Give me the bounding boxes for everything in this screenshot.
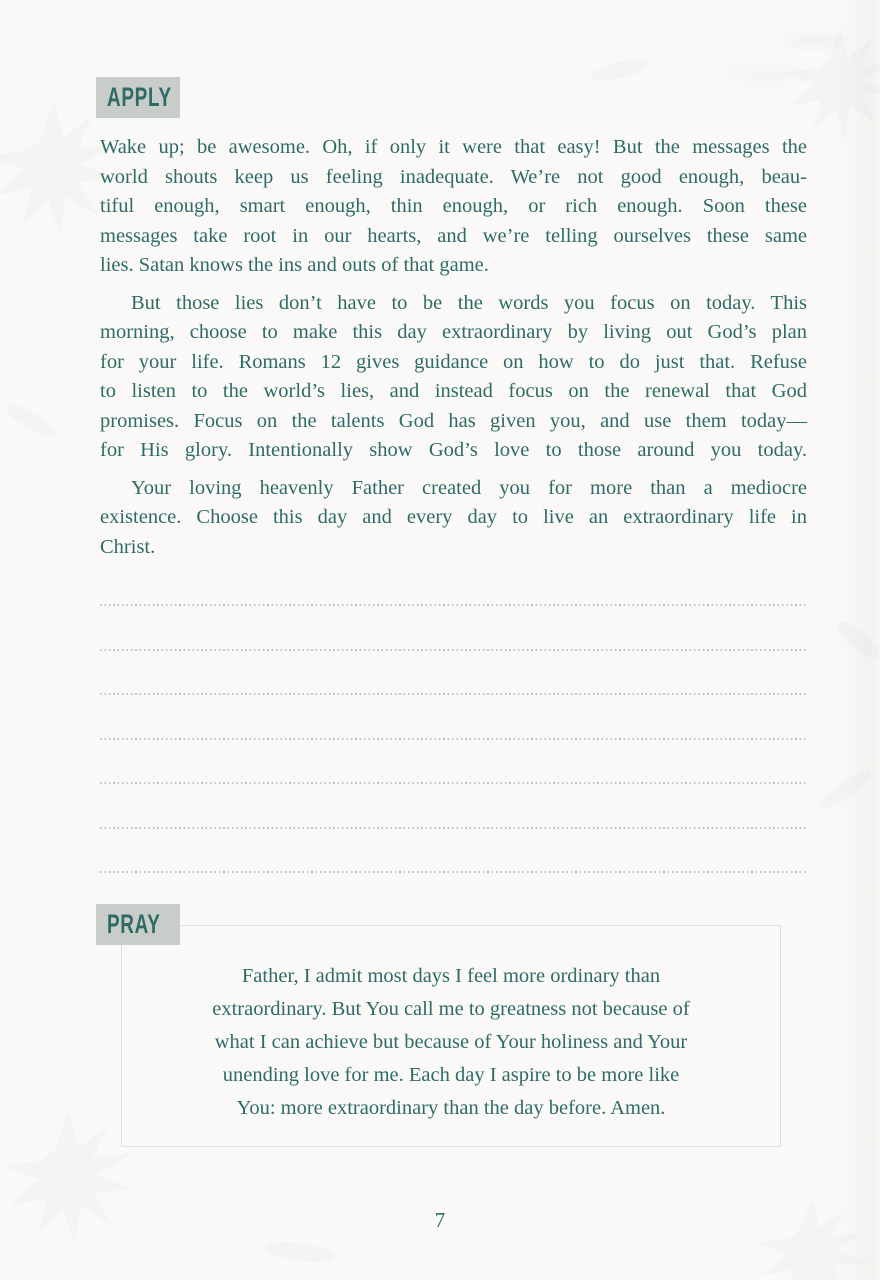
prayer-line: You: more extraordinary than the day before. Amen. [236,1097,666,1119]
pray-section-heading [96,904,180,945]
prayer-line: Father, I admit most days I feel more ordinary than [241,965,661,987]
prayer-text [152,960,750,1125]
page-number: 7 [434,1208,446,1232]
body-line: world shouts keep us feeling inadequate. We’re not good enough, beau- [100,165,807,188]
body-line: Your loving heavenly Father created you for more than a mediocre [131,476,807,499]
body-line: promises. Focus on the talents God has given you, and use them today— [100,409,807,432]
journal-rule [100,782,808,784]
apply-body-text [100,133,807,562]
apply-heading-label: APPLY [107,82,172,112]
body-line: messages take root in our hearts, and we’re telling ourselves these same [100,224,807,247]
pray-heading-label: PRAY [107,909,161,939]
journal-lines [100,604,808,873]
body-line: Wake up; be awesome. Oh, if only it were that easy! But the messages the [100,136,807,158]
journal-rule [100,871,808,873]
journal-rule [100,649,808,651]
scan-smudge [702,8,862,118]
journal-rule [100,693,808,695]
body-line: to listen to the world’s lies, and instead focus on the renewal that God [100,380,807,402]
apply-paragraph [100,474,807,563]
body-line: But those lies don’t have to be the words you focus on today. This [131,291,807,314]
apply-paragraph [100,289,807,466]
apply-section-heading [96,77,180,118]
body-line: morning, choose to make this day extraordinary by living out God’s plan [100,321,807,343]
apply-paragraph [100,133,807,281]
prayer-line: extraordinary. But You call me to greatness not because of [212,998,690,1020]
journal-rule [100,604,808,606]
body-line: lies. Satan knows the ins and outs of that game. [100,254,489,276]
body-line: tiful enough, smart enough, thin enough, or rich enough. Soon these [100,195,807,217]
prayer-line: what I can achieve but because of Your holiness and Your [214,1031,688,1053]
body-line: for your life. Romans 12 gives guidance on how to do just that. Refuse [100,350,807,373]
prayer-line: unending love for me. Each day I aspire to be more like [222,1064,680,1086]
prayer-box [121,925,781,1147]
page-edge-shadow [838,0,880,1280]
body-line: for His glory. Intentionally show God’s love to those around you today. [100,439,807,461]
body-line: existence. Choose this day and every day to live an extraordinary life in [100,506,807,528]
journal-rule [100,827,808,829]
journal-rule [100,738,808,740]
body-line: Christ. [100,535,156,558]
